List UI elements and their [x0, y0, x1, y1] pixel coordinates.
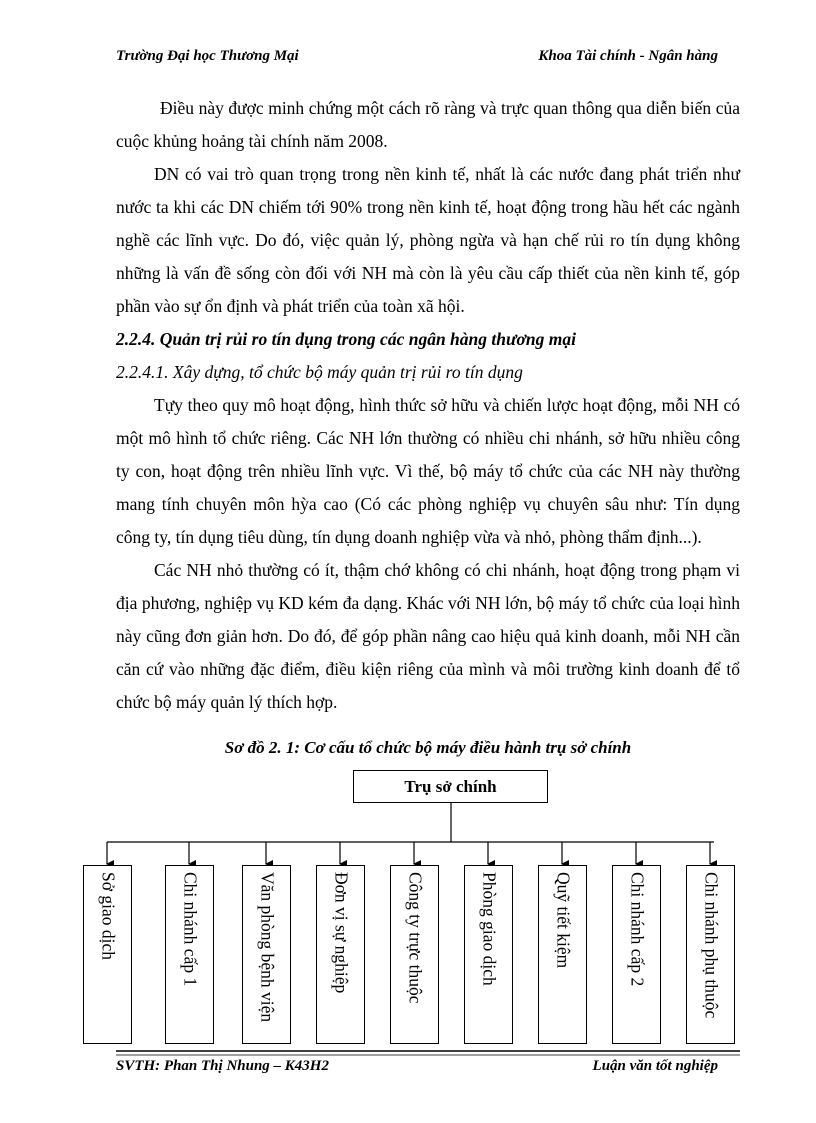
child-node-label: Văn phòng bệnh viện [257, 872, 278, 1023]
child-node-box [83, 865, 132, 1044]
child-node-label: Quỹ tiết kiệm [553, 872, 574, 969]
child-node-box [242, 865, 291, 1044]
child-node-box [390, 865, 439, 1044]
child-node-box [165, 865, 214, 1044]
paragraph-3: Tựy theo quy mô hoạt động, hình thức sở hữu và chiến lược hoạt động, mỗi NH có một mô hình tổ chức riêng. Các NH lớn thường có nhiều chi nhánh, sở hữu nhiều công ty con, hoạt động trên nhiều lĩnh vực. Vì thế, bộ máy tổ chức của các NH này thường mang tính chuyên môn hỳa cao (Có các phòng nghiệp vụ chuyên sâu như: Tín dụng công ty, tín dụng tiêu dùng, tín dụng doanh nghiệp vừa và nhỏ, phòng thẩm định...). [116, 395, 740, 547]
child-node-box [464, 865, 513, 1044]
paragraph-4: Các NH nhỏ thường có ít, thậm chớ không có chi nhánh, hoạt động trong phạm vi địa phương, nghiệp vụ KD kém đa dạng. Khác với NH lớn, bộ máy tổ chức của loại hình này cũng đơn giản hơn. Do đó, để góp phần nâng cao hiệu quả kinh doanh, mỗi NH cần căn cứ vào những đặc điểm, điều kiện riêng của mình và môi trường kinh doanh để tổ chức bộ máy quản lý thích hợp. [116, 560, 740, 712]
child-node-box [686, 865, 735, 1044]
footer-rule [116, 1050, 740, 1058]
child-node-box [612, 865, 661, 1044]
header-university: Trường Đại học Thương Mại [116, 48, 299, 64]
section-heading: 2.2.4. Quản trị rủi ro tín dụng trong các ngân hàng thương mại [116, 329, 576, 349]
child-node-box [316, 865, 365, 1044]
footer-thesis: Luận văn tốt nghiệp [592, 1058, 718, 1074]
child-node-label: Đơn vị sự nghiệp [331, 872, 352, 994]
header-faculty: Khoa Tài chính - Ngân hàng [538, 48, 718, 64]
subsection-heading: 2.2.4.1. Xây dựng, tổ chức bộ máy quản trị rủi ro tín dụng [116, 362, 523, 382]
child-node-label: Phòng giao dịch [479, 872, 500, 986]
child-node-label: Chi nhánh cấp 2 [627, 872, 648, 987]
child-node-label: Chi nhánh phụ thuộc [701, 872, 722, 1019]
paragraph-2: DN có vai trò quan trọng trong nền kinh tế, nhất là các nước đang phát triển như nước ta khi các DN chiếm tới 90% trong nền kinh tế, hoạt động trong hầu hết các ngành nghề các lĩnh vực. Do đó, việc quản lý, phòng ngừa và hạn chế rủi ro tín dụng không những là vấn đề sống còn đối với NH mà còn là yêu cầu cấp thiết của nền kinh tế, góp phần vào sự ổn định và phát triển của toàn xã hội. [116, 164, 740, 316]
root-node-label: Trụ sở chính [404, 776, 497, 796]
child-node-label: Công ty trực thuộc [405, 872, 426, 1004]
footer-student: SVTH: Phan Thị Nhung – K43H2 [116, 1058, 329, 1074]
child-node-label: Chi nhánh cấp 1 [180, 872, 201, 987]
child-node-box [538, 865, 587, 1044]
diagram-caption: Sơ đồ 2. 1: Cơ cấu tổ chức bộ máy điều hành trụ sở chính [224, 738, 632, 757]
child-node-label: Sở giao dịch [98, 872, 119, 960]
paragraph-1: Điều này được minh chứng một cách rõ ràng và trực quan thông qua diễn biến của cuộc khủng hoảng tài chính năm 2008. [116, 98, 740, 151]
root-node-box [353, 770, 548, 803]
page-footer [116, 1058, 718, 1080]
